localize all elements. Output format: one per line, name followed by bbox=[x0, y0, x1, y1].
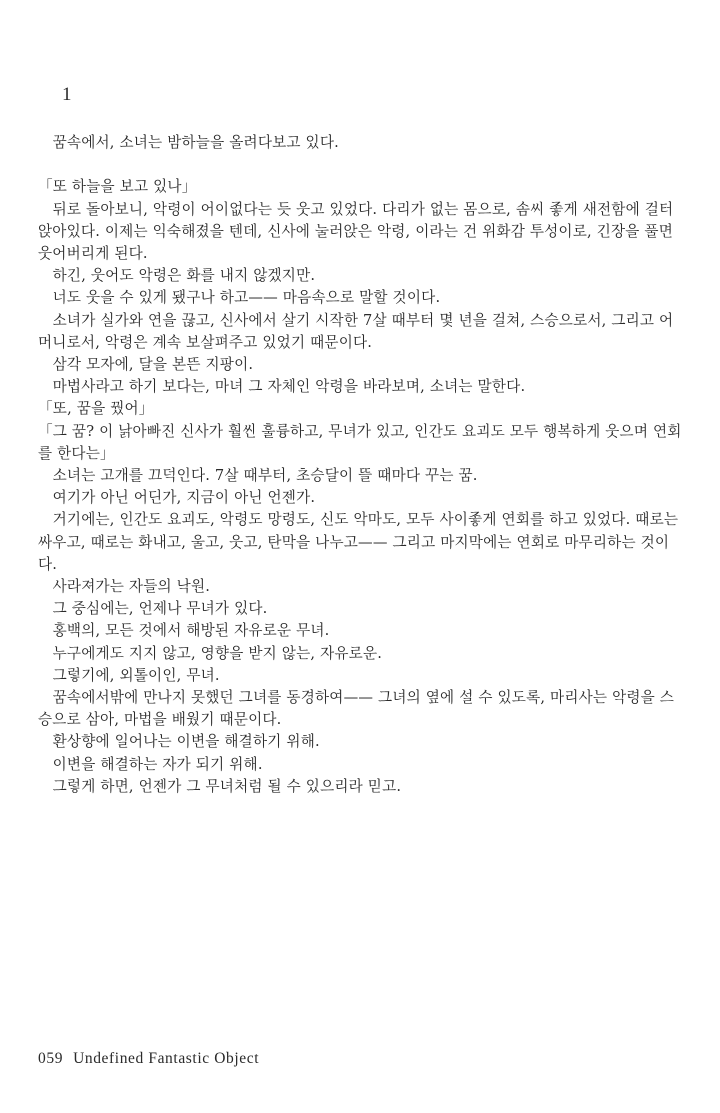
narration-paragraph: 하긴, 웃어도 악령은 화를 내지 않겠지만. bbox=[52, 267, 316, 285]
narration-paragraph: 꿈속에서밖에 만나지 못했던 그녀를 동경하여—— 그녀의 옆에 설 수 있도록, 마리사는 악령을 스승으로 삼아, 마법을 배웠기 때문이다. bbox=[38, 689, 675, 729]
narration-paragraph: 그렇게 하면, 언젠가 그 무녀처럼 될 수 있으리라 믿고. bbox=[52, 777, 402, 795]
paragraph-gap bbox=[38, 154, 686, 176]
narration-paragraph: 환상향에 일어나는 이변을 해결하기 위해. bbox=[52, 733, 320, 751]
book-title: Undefined Fantastic Object bbox=[73, 1050, 260, 1067]
narration-paragraph: 꿈속에서, 소녀는 밤하늘을 올려다보고 있다. bbox=[52, 134, 339, 151]
narration-paragraph: 소녀는 고개를 끄덕인다. 7살 때부터, 초승달이 뜰 때마다 꾸는 꿈. bbox=[52, 467, 478, 485]
chapter-body bbox=[38, 132, 686, 798]
narration-paragraph: 소녀가 실가와 연을 끊고, 신사에서 살기 시작한 7살 때부터 몇 년을 걸쳐, 스승으로서, 그리고 어머니로서, 악령은 계속 보살펴주고 있었기 때문이다. bbox=[38, 311, 674, 351]
narration-paragraph: 삼각 모자에, 달을 본뜬 지팡이. bbox=[52, 356, 254, 374]
narration-paragraph: 뒤로 돌아보니, 악령이 어이없다는 듯 웃고 있었다. 다리가 없는 몸으로, 솜씨 좋게 새전함에 걸터앉아있다. 이제는 익숙해졌을 텐데, 신사에 눌러앉은 악령, 이라는 건 위화감 투성이로, 긴장을 풀면 웃어버리게 된다. bbox=[38, 200, 674, 262]
narration-paragraph: 너도 웃을 수 있게 됐구나 하고—— 마음속으로 말할 것이다. bbox=[52, 289, 441, 307]
narration-paragraph: 홍백의, 모든 것에서 해방된 자유로운 무녀. bbox=[52, 622, 330, 640]
dialogue-paragraph: 「그 꿈? 이 낡아빠진 신사가 훨씬 훌륭하고, 무녀가 있고, 인간도 요괴도 모두 행복하게 웃으며 연회를 한다는」 bbox=[38, 422, 682, 462]
dialogue-paragraph: 「또 하늘을 보고 있나」 bbox=[38, 178, 197, 196]
narration-paragraph: 누구에게도 지지 않고, 영향을 받지 않는, 자유로운. bbox=[52, 644, 383, 662]
chapter-number: 1 bbox=[62, 84, 72, 105]
narration-paragraph: 마법사라고 하기 보다는, 마녀 그 자체인 악령을 바라보며, 소녀는 말한다. bbox=[52, 378, 526, 396]
page-number: 059 bbox=[38, 1050, 64, 1067]
dialogue-paragraph: 「또, 꿈을 꿨어」 bbox=[38, 400, 154, 418]
narration-paragraph: 사라져가는 자들의 낙원. bbox=[52, 578, 211, 596]
narration-paragraph: 여기가 아닌 어딘가, 지금이 아닌 언젠가. bbox=[52, 489, 316, 507]
narration-paragraph: 이변을 해결하는 자가 되기 위해. bbox=[52, 755, 263, 773]
narration-paragraph: 그 중심에는, 언제나 무녀가 있다. bbox=[52, 600, 268, 618]
page-footer bbox=[38, 1050, 259, 1068]
narration-paragraph: 그렇기에, 외톨이인, 무녀. bbox=[52, 666, 220, 684]
narration-paragraph: 거기에는, 인간도 요괴도, 악령도 망령도, 신도 악마도, 모두 사이좋게 연회를 하고 있었다. 때로는 싸우고, 때로는 화내고, 울고, 웃고, 탄막을 나누고—— 그리고 마지막에는 연회로 마무리하는 것이다. bbox=[38, 511, 679, 573]
